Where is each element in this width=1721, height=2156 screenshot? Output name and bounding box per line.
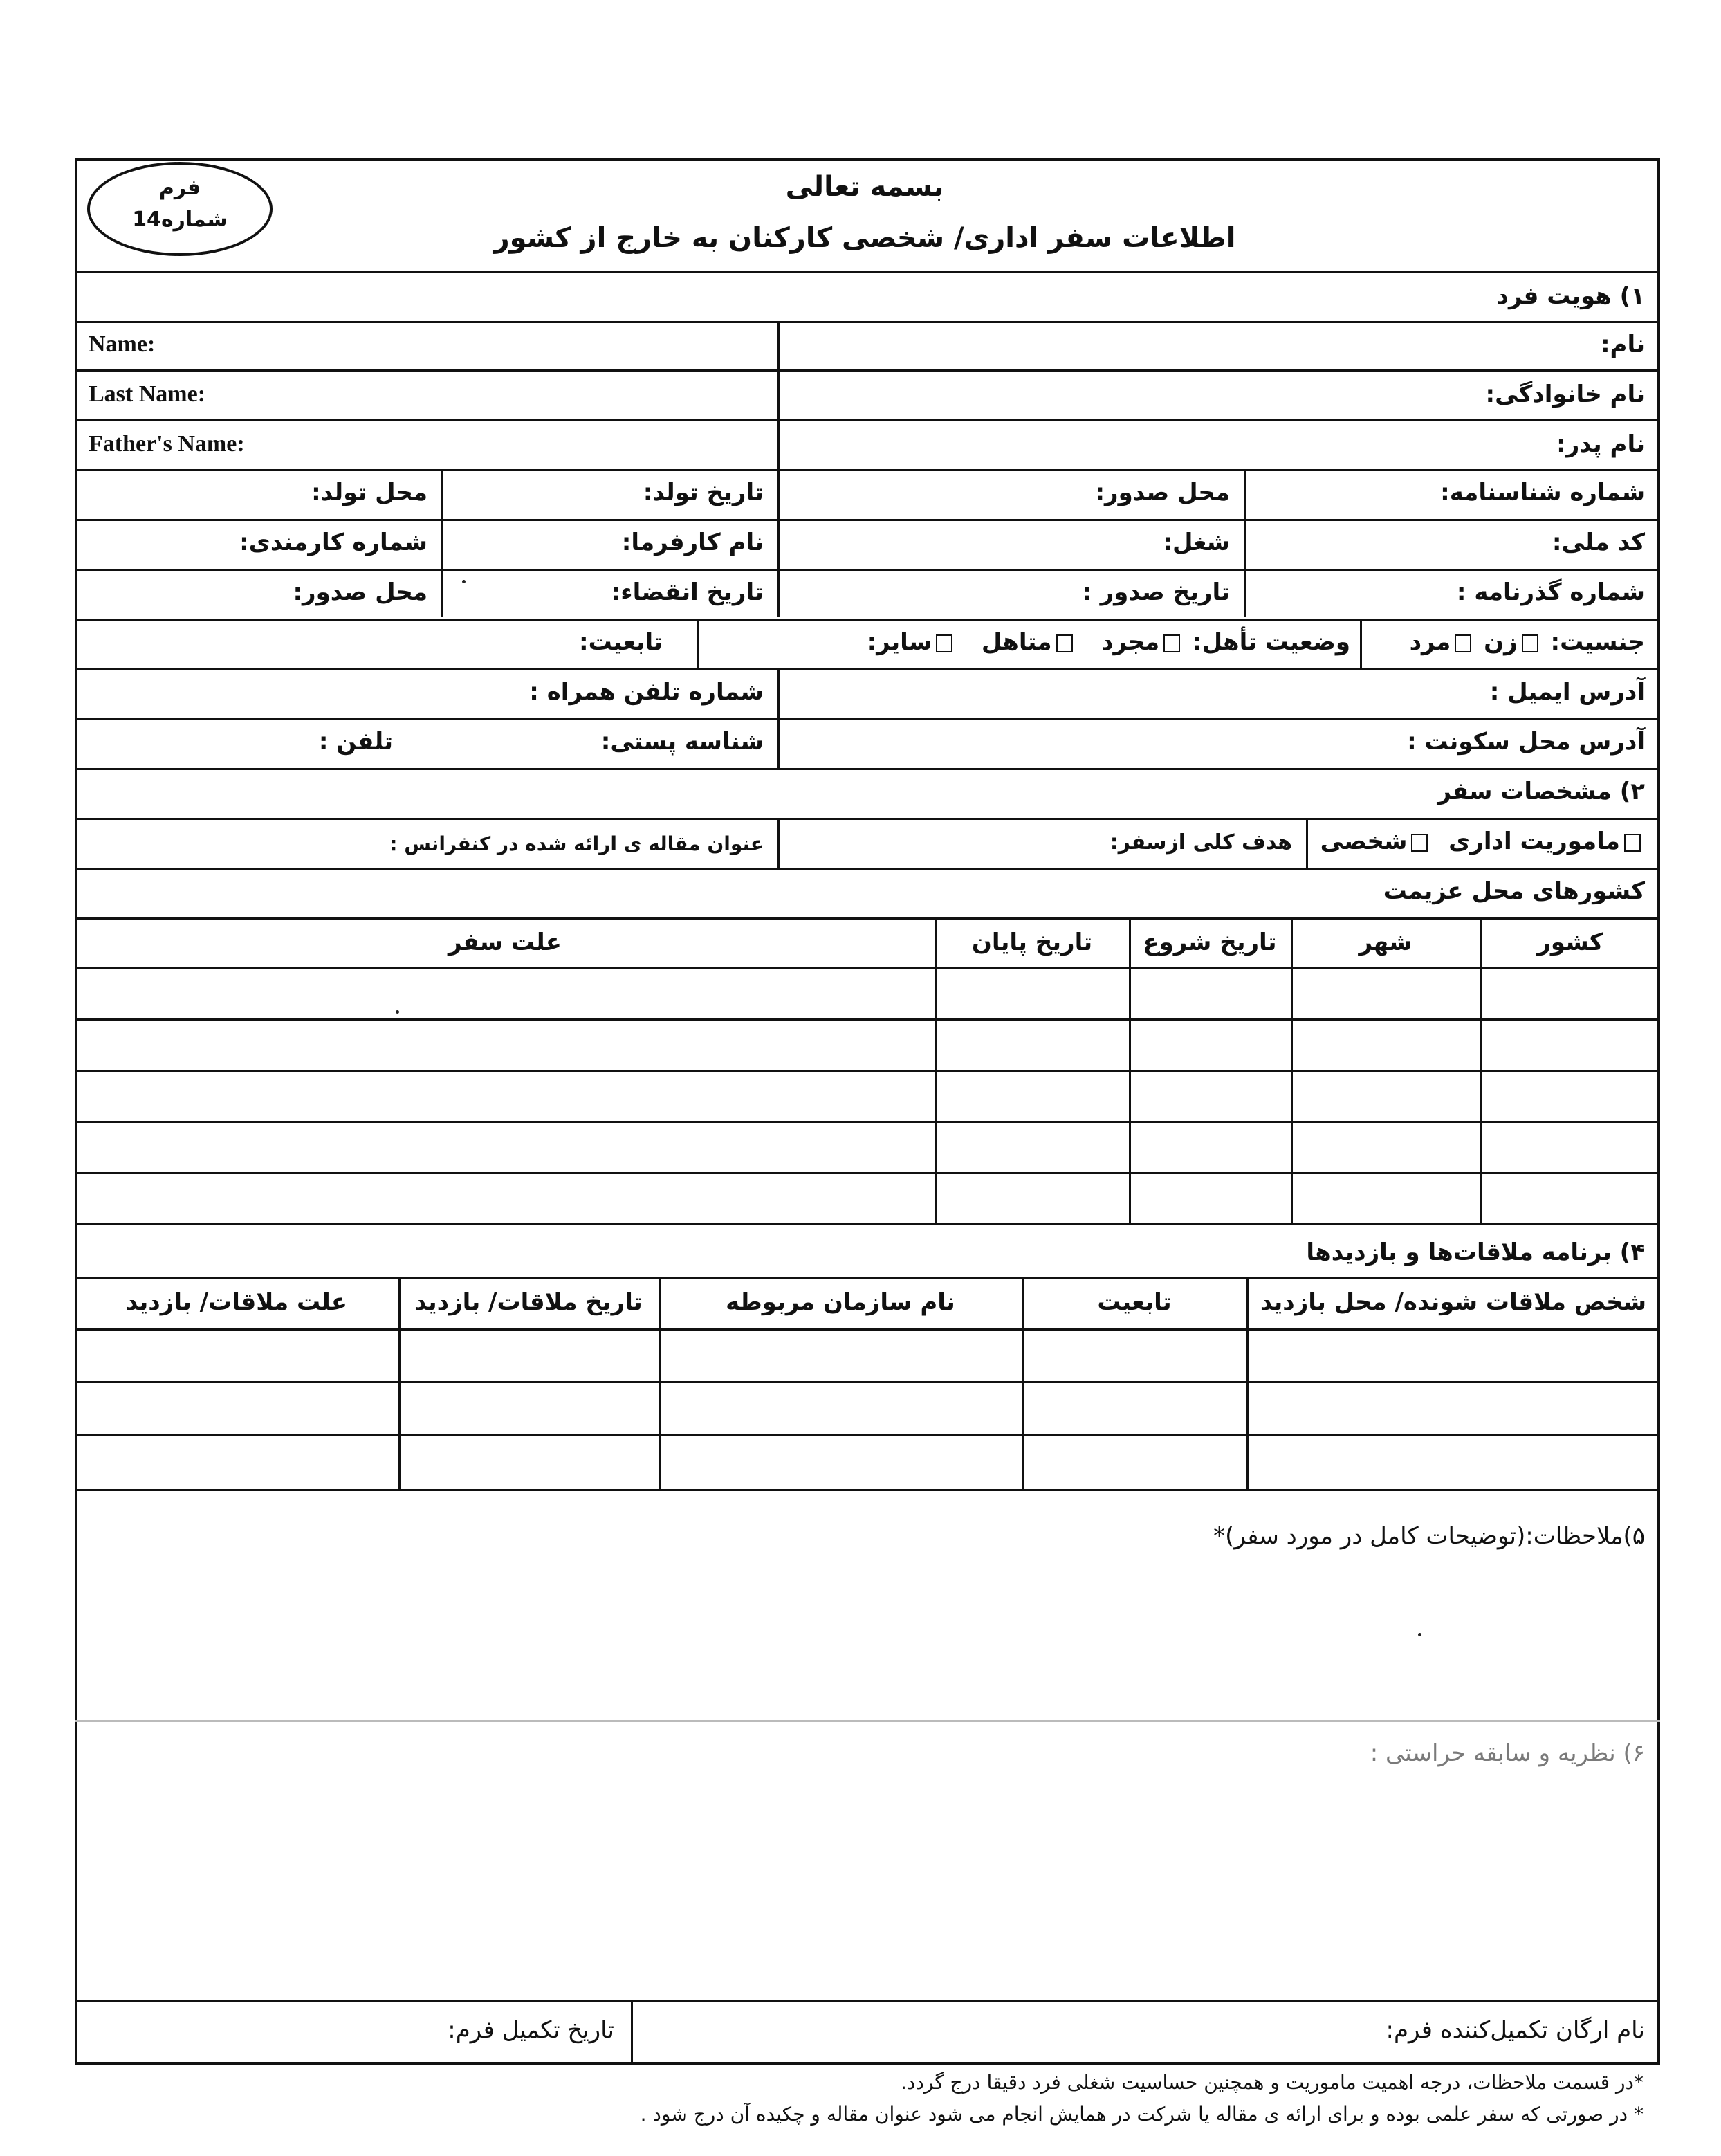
rule [777,469,780,617]
rule [75,2000,1660,2002]
label-address: آدرس محل سکونت : [1407,728,1645,756]
label-other: سایر: [867,628,932,656]
rule [1244,469,1246,617]
rule [75,868,1660,870]
rule [75,419,1660,421]
rule [75,271,1660,273]
rule [1306,818,1308,868]
meet-col-person: شخص ملاقات شونده/ محل بازدید [1260,1288,1647,1316]
section-security-title: ۶) نظریه و سابقه حراستی : [1370,1739,1645,1767]
label-personal: شخصی [1320,828,1408,855]
rule [75,917,1660,920]
rule [75,469,1660,471]
label-email: آدرس ایمیل : [1489,678,1645,706]
rule [1129,917,1131,1223]
gender-group [1410,628,1645,656]
rule [75,1381,1660,1383]
rule [777,668,780,768]
checkbox-female[interactable] [1522,634,1538,652]
label-female: زن [1484,628,1518,656]
label-id-number: شماره شناسنامه: [1440,479,1645,506]
note-2: * در صورتی که سفر علمی بوده و برای ارائه ی مقاله یا شرکت در همایش انجام می شود عنوان مقاله و چکیده آن درج شود . [640,2103,1644,2126]
label-marital: وضعیت تأهل: [1193,628,1350,656]
rule [1480,917,1482,1223]
rule [697,619,699,668]
label-nationality: تابعیت: [579,628,663,656]
rule [75,569,1660,571]
label-passport-issue-place: محل صدور: [293,578,427,606]
label-mobile: شماره تلفن همراه : [529,678,764,706]
rule [75,1434,1660,1436]
rule [75,967,1660,969]
meet-col-organization: نام سازمان مربوطه [726,1288,955,1316]
checkbox-personal[interactable] [1411,834,1428,852]
label-id-issue-place: محل صدور: [1095,479,1230,506]
rule [935,917,937,1223]
label-father-en: Father's Name: [89,431,245,457]
rule [75,1172,1660,1174]
rule [75,768,1660,770]
marital-group [867,628,1350,656]
rule [777,818,780,868]
header-title-2: اطلاعات سفر اداری/ شخصی کارکنان به خارج از کشور [493,222,1236,254]
section-identity-title: ۱) هویت فرد [1496,282,1645,310]
label-completion-date: تاریخ تکمیل فرم: [448,2016,614,2044]
label-gender: جنسیت: [1550,628,1645,656]
label-phone: تلفن : [318,728,393,756]
scan-speck [462,580,466,583]
label-lastname-fa: نام خانوادگی: [1485,381,1645,408]
badge-line-2: شماره14 [132,208,228,232]
label-name-fa: نام: [1600,331,1645,358]
rule [75,1018,1660,1021]
rule [75,619,1660,621]
checkbox-married[interactable] [1056,634,1073,652]
trip-type-group [1320,828,1645,855]
rule [75,369,1660,372]
label-married: متاهل [981,628,1052,656]
rule [1360,619,1362,668]
label-father-fa: نام پدر: [1556,430,1645,458]
meet-col-nationality: تابعیت [1097,1288,1172,1316]
rule [75,718,1660,720]
badge-line-1: فرم [158,176,201,200]
label-name-en: Name: [89,331,156,357]
rule [631,2000,633,2065]
dest-col-city: شهر [1359,929,1412,956]
note-1: *در قسمت ملاحظات، درجه اهمیت ماموریت و همچنین حساسیت شغلی فرد دقیقا درج گردد. [901,2071,1644,2094]
rule [441,469,443,617]
dest-col-end: تاریخ پایان [971,929,1093,956]
label-birth-place: محل تولد: [311,479,427,506]
label-national-code: کد ملی: [1552,529,1645,556]
section-meetings-title: ۴) برنامه ملاقات‌ها و بازدیدها [1306,1239,1645,1266]
checkbox-male[interactable] [1455,634,1471,652]
header-title-1: بسمه تعالی [785,171,944,203]
rule [75,1328,1660,1331]
dest-col-reason: علت سفر [448,929,562,956]
dest-col-country: کشور [1537,929,1603,956]
rule [75,1070,1660,1072]
rule [777,321,780,469]
meet-col-date: تاریخ ملاقات/ بازدید [414,1288,643,1316]
label-paper-title: عنوان مقاله ی ارائه شده در کنفرانس : [389,832,764,855]
label-purpose: هدف کلی ازسفر: [1110,830,1292,855]
label-completer: نام ارگان تکمیل‌کننده فرم: [1386,2016,1645,2044]
label-single: مجرد [1101,628,1160,656]
label-employer: نام کارفرما: [621,529,764,556]
rule [75,1277,1660,1279]
dest-col-start: تاریخ شروع [1143,929,1277,956]
label-birth-date: تاریخ تولد: [643,479,764,506]
form-frame [75,158,1660,2065]
checkbox-official[interactable] [1624,834,1641,852]
destinations-title: کشورهای محل عزیمت [1383,877,1645,905]
label-postal-code: شناسه پستی: [600,728,764,756]
label-employee-number: شماره کارمندی: [239,529,427,556]
rule [75,1223,1660,1225]
label-lastname-en: Last Name: [89,381,206,407]
label-expiry-date: تاریخ انقضاء: [611,578,764,606]
rule [75,1121,1660,1123]
scan-speck [1418,1633,1421,1636]
rule [1291,917,1293,1223]
checkbox-other[interactable] [936,634,952,652]
rule [75,1489,1660,1491]
rule [75,321,1660,323]
scan-speck [396,1010,399,1014]
section-remarks-title: ۵)ملاحظات:(توضیحات کامل در مورد سفر)* [1213,1522,1645,1550]
label-male: مرد [1409,628,1451,656]
section-trip-title: ۲) مشخصات سفر [1437,778,1645,805]
rule [75,1720,1660,1722]
rule [75,818,1660,820]
checkbox-single[interactable] [1163,634,1180,652]
label-job: شغل: [1163,529,1230,556]
rule [75,668,1660,670]
meet-col-reason: علت ملاقات/ بازدید [125,1288,348,1316]
rule [75,519,1660,521]
label-official: ماموریت اداری [1448,828,1620,855]
label-passport-number: شماره گذرنامه : [1456,578,1645,606]
label-passport-issue-date: تاریخ صدور : [1083,578,1230,606]
